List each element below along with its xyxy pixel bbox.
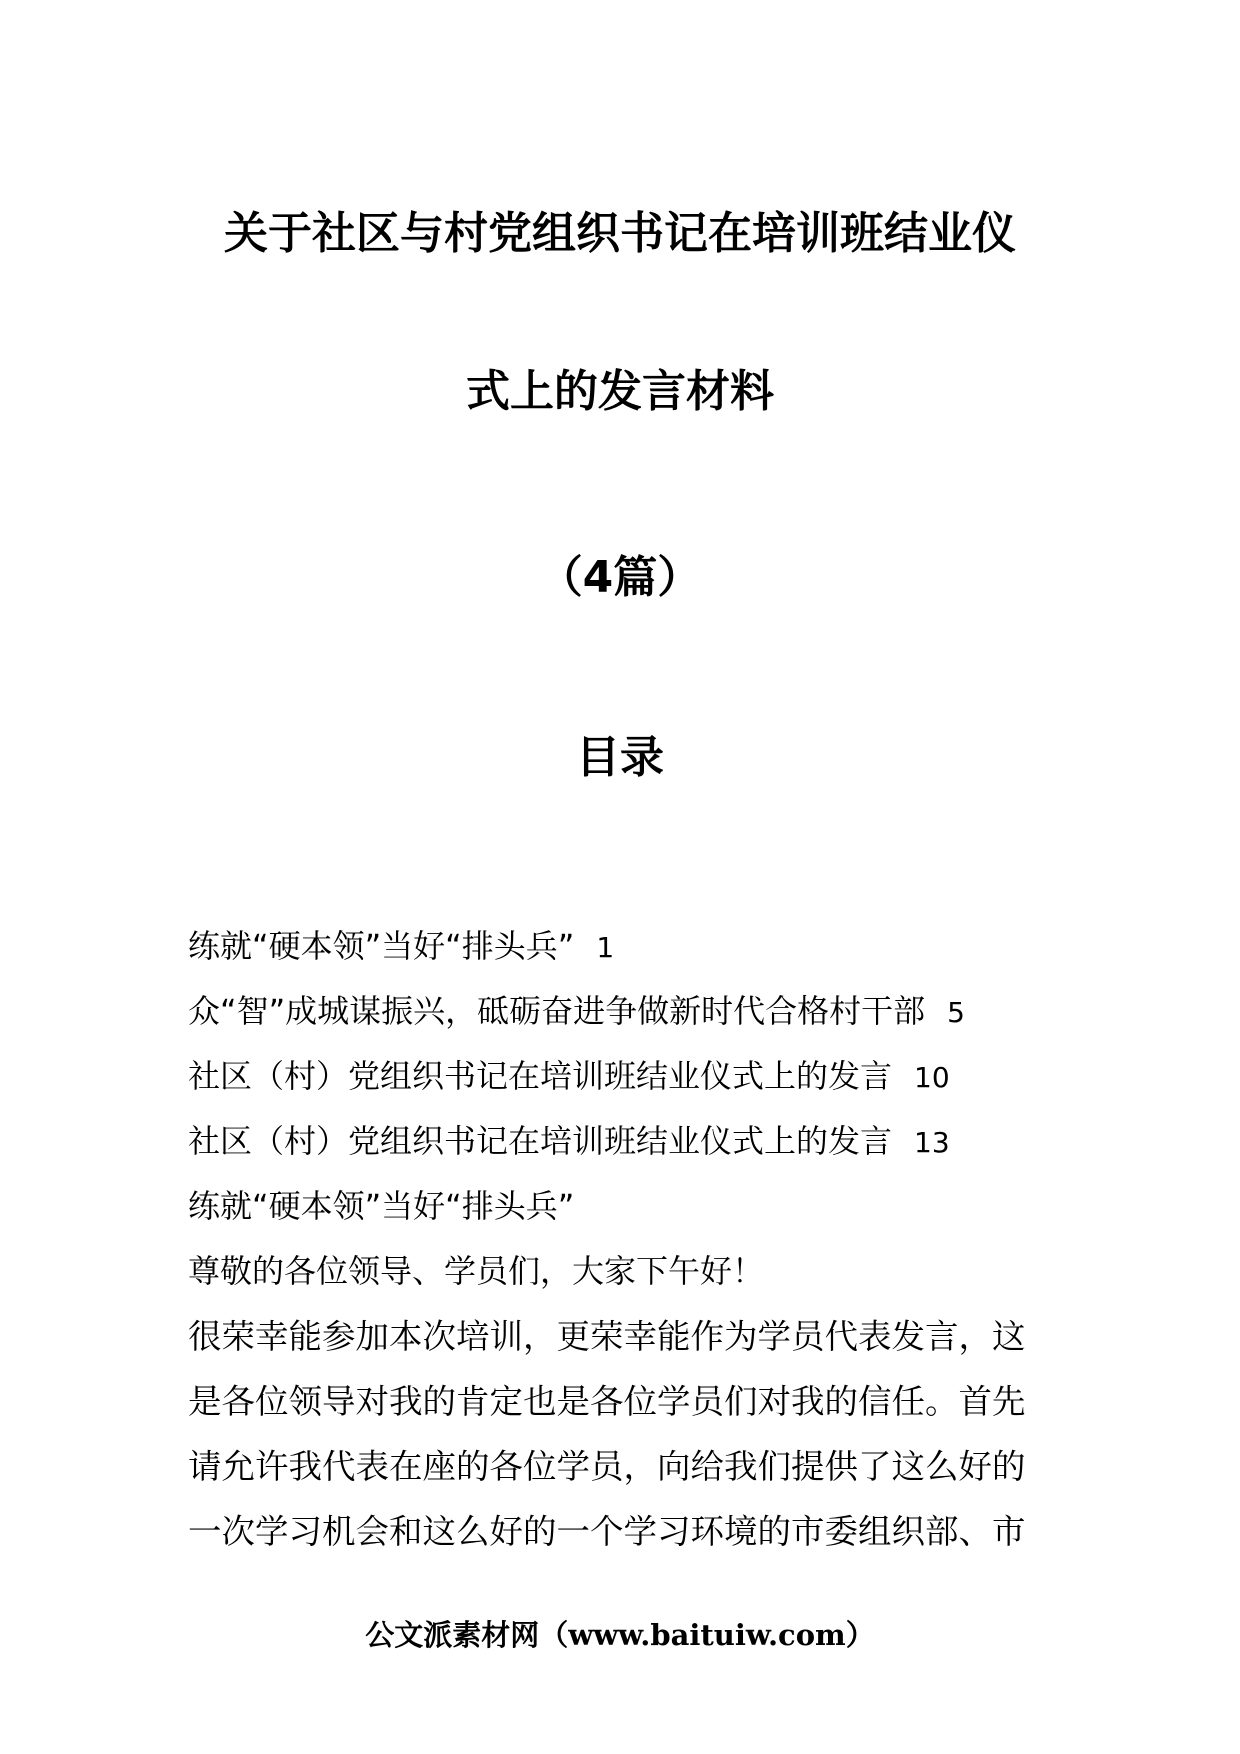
article-count: （4篇） bbox=[538, 552, 702, 603]
paragraph-line: 一次学习机会和这么好的一个学习环境的市委组织部、市 bbox=[188, 1512, 1026, 1551]
toc-heading: 目录 bbox=[576, 732, 664, 783]
document-body bbox=[188, 1174, 1058, 1564]
toc-item-text: 社区（村）党组织书记在培训班结业仪式上的发言 bbox=[188, 1057, 893, 1095]
toc-item[interactable] bbox=[188, 1044, 1068, 1109]
toc-item[interactable] bbox=[188, 979, 1068, 1044]
document-title-line-1: 关于社区与村党组织书记在培训班结业仪 bbox=[224, 208, 1016, 259]
paragraph-line: 是各位领导对我的肯定也是各位学员们对我的信任。首先 bbox=[188, 1382, 1026, 1421]
toc-item-page: 5 bbox=[947, 996, 965, 1029]
toc-item-text: 社区（村）党组织书记在培训班结业仪式上的发言 bbox=[188, 1122, 893, 1160]
toc-item-page: 13 bbox=[914, 1126, 950, 1159]
paragraph-line: 很荣幸能参加本次培训，更荣幸能作为学员代表发言，这 bbox=[188, 1317, 1026, 1356]
toc-item[interactable] bbox=[188, 1109, 1068, 1174]
toc-item-page: 10 bbox=[914, 1061, 950, 1094]
paragraph-line: 请允许我代表在座的各位学员，向给我们提供了这么好的 bbox=[188, 1447, 1026, 1486]
toc-item-page: 1 bbox=[596, 931, 615, 964]
page-footer: 公文派素材网（www.baituiw.com） bbox=[365, 1618, 875, 1652]
toc-item[interactable] bbox=[188, 914, 1068, 979]
document-title-line-2: 式上的发言材料 bbox=[466, 366, 774, 417]
greeting: 尊敬的各位领导、学员们，大家下午好！ bbox=[188, 1252, 765, 1290]
section-title: 练就“硬本领”当好“排头兵” bbox=[188, 1187, 575, 1225]
table-of-contents bbox=[188, 914, 1068, 1174]
toc-item-text: 练就“硬本领”当好“排头兵” bbox=[188, 927, 575, 965]
toc-item-text: 众“智”成城谋振兴，砥砺奋进争做新时代合格村干部 bbox=[188, 992, 926, 1030]
